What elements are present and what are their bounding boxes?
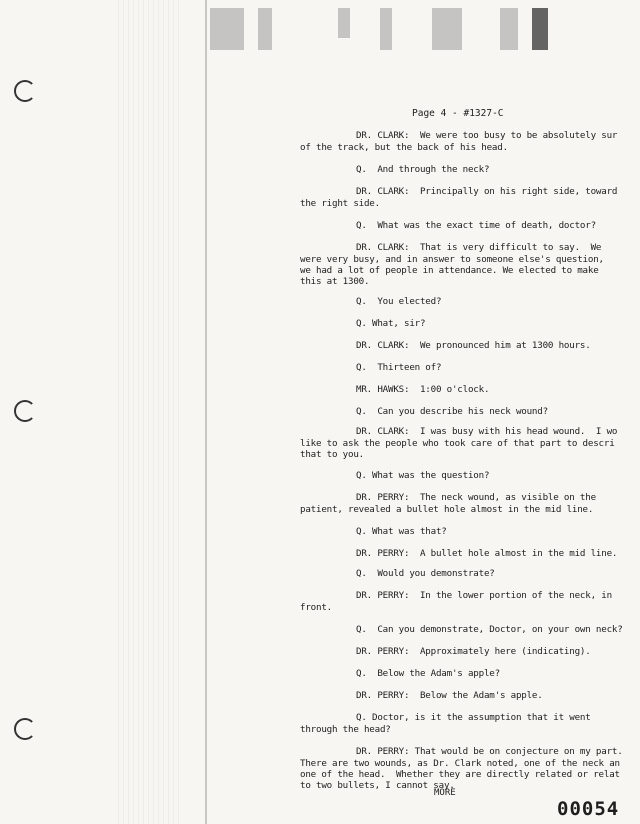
document-stamp-number: 00054 — [557, 798, 620, 820]
punch-hole-top — [14, 80, 36, 102]
binding-strip — [118, 0, 182, 824]
transcript-line: DR. PERRY: A bullet hole almost in the mid line. — [356, 548, 618, 559]
punch-hole-bottom — [14, 718, 36, 740]
transcript-line: front. — [300, 602, 332, 613]
transcript-line: Q. Can you demonstrate, Doctor, on your own neck? — [356, 624, 623, 635]
transcript-line: Q. What, sir? — [356, 318, 426, 329]
continuation-mark: MORE — [434, 788, 456, 798]
transcript-line: the right side. — [300, 198, 380, 209]
scan-artifact — [210, 8, 244, 50]
transcript-line: Q. And through the neck? — [356, 164, 490, 175]
transcript-line: There are two wounds, as Dr. Clark noted, one of the neck an — [300, 758, 620, 769]
transcript-line: DR. CLARK: We were too busy to be absolutely sur — [356, 130, 618, 141]
scan-artifact — [380, 8, 392, 50]
scan-artifact — [532, 8, 548, 50]
transcript-line: MR. HAWKS: 1:00 o'clock. — [356, 384, 490, 395]
transcript-line: one of the head. Whether they are directly related or relat — [300, 769, 620, 780]
page-fold-line — [205, 0, 207, 824]
transcript-line: DR. PERRY: In the lower portion of the neck, in — [356, 590, 612, 601]
transcript-line: to two bullets, I cannot say. — [300, 780, 455, 791]
transcript-line: DR. CLARK: Principally on his right side, toward — [356, 186, 618, 197]
transcript-line: DR. PERRY: That would be on conjecture on my part. — [356, 746, 623, 757]
transcript-line: Q. What was the question? — [356, 470, 490, 481]
scan-artifact — [338, 8, 350, 38]
page-header: Page 4 - #1327-C — [412, 108, 504, 119]
transcript-line: Q. Would you demonstrate? — [356, 568, 495, 579]
scan-artifact — [258, 8, 272, 50]
transcript-line: DR. CLARK: That is very difficult to say. We — [356, 242, 602, 253]
transcript-line: patient, revealed a bullet hole almost in the mid line. — [300, 504, 594, 515]
transcript-line: of the track, but the back of his head. — [300, 142, 508, 153]
transcript-line: DR. PERRY: Below the Adam's apple. — [356, 690, 543, 701]
scan-artifact — [432, 8, 462, 50]
transcript-line: like to ask the people who took care of that part to descri — [300, 438, 615, 449]
transcript-line: Q. Can you describe his neck wound? — [356, 406, 548, 417]
transcript-line: were very busy, and in answer to someone else's question, — [300, 254, 604, 265]
transcript-line: DR. CLARK: We pronounced him at 1300 hours. — [356, 340, 591, 351]
transcript-line: that to you. — [300, 449, 364, 460]
punch-hole-middle — [14, 400, 36, 422]
transcript-line: DR. PERRY: Approximately here (indicating). — [356, 646, 591, 657]
transcript-line: DR. PERRY: The neck wound, as visible on the — [356, 492, 596, 503]
transcript-line: Q. Thirteen of? — [356, 362, 442, 373]
transcript-line: we had a lot of people in attendance. We elected to make — [300, 265, 599, 276]
transcript-line: through the head? — [300, 724, 391, 735]
transcript-line: Q. What was that? — [356, 526, 447, 537]
transcript-line: this at 1300. — [300, 276, 370, 287]
transcript-line: Q. Below the Adam's apple? — [356, 668, 500, 679]
transcript-line: Q. You elected? — [356, 296, 442, 307]
transcript-line: DR. CLARK: I was busy with his head wound. I wo — [356, 426, 618, 437]
transcript-line: Q. Doctor, is it the assumption that it went — [356, 712, 591, 723]
scan-artifact — [500, 8, 518, 50]
transcript-line: Q. What was the exact time of death, doctor? — [356, 220, 596, 231]
